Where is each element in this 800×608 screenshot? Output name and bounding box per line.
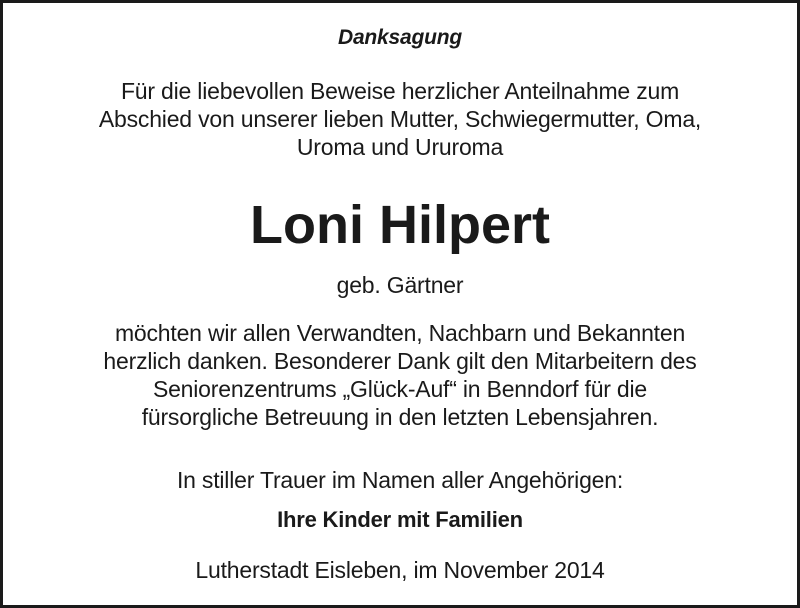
deceased-name: Loni Hilpert xyxy=(250,195,550,255)
body-line: Seniorenzentrums „Glück-Auf“ in Benndorf für die xyxy=(152,376,648,402)
intro-line: Für die liebevollen Beweise herzlicher Anteilnahme zum xyxy=(120,78,680,104)
notice-heading: Danksagung xyxy=(337,26,463,49)
body-line: möchten wir allen Verwandten, Nachbarn und Bekannten xyxy=(114,320,686,346)
signature: Ihre Kinder mit Familien xyxy=(277,507,523,532)
mourning-line: In stiller Trauer im Namen aller Angehörigen: xyxy=(176,467,624,493)
place-date: Lutherstadt Eisleben, im November 2014 xyxy=(195,557,605,583)
body-line: fürsorgliche Betreuung in den letzten Lebensjahren. xyxy=(141,404,659,430)
intro-line: Abschied von unserer lieben Mutter, Schwiegermutter, Oma, xyxy=(98,106,702,132)
intro-line: Uroma und Ururoma xyxy=(296,134,504,160)
body-line: herzlich danken. Besonderer Dank gilt den Mitarbeitern des xyxy=(103,348,697,374)
birth-name: geb. Gärtner xyxy=(336,272,464,298)
